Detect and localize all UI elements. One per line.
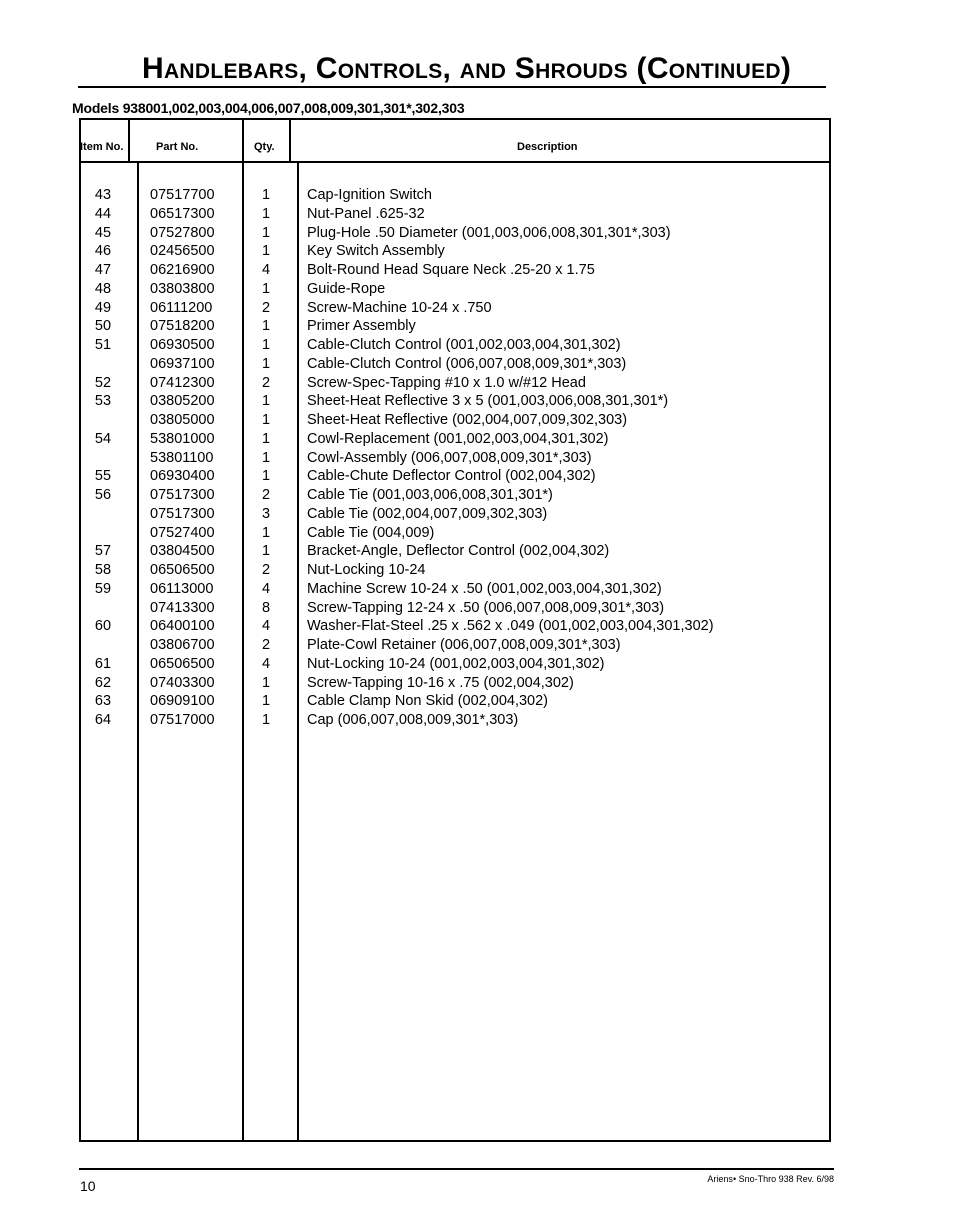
item-number: 48 — [94, 280, 112, 297]
quantity: 1 — [261, 674, 271, 691]
item-number: 47 — [94, 262, 112, 278]
item-number: 43 — [94, 187, 112, 203]
description: Washer-Flat-Steel .25 x .562 x .049 (001,002,003,004,301,302) — [307, 618, 714, 635]
item-number: 56 — [94, 487, 112, 503]
part-number: 06506500 — [150, 562, 215, 578]
part-number: 07517300 — [150, 487, 215, 503]
quantity: 3 — [261, 505, 271, 522]
quantity: 2 — [261, 299, 271, 316]
item-number: 58 — [94, 562, 112, 578]
quantity: 2 — [261, 487, 271, 503]
part-number: 07518200 — [150, 318, 215, 335]
quantity: 1 — [261, 187, 271, 203]
item-number: 49 — [94, 299, 112, 316]
item-number: 64 — [94, 712, 112, 728]
quantity: 1 — [261, 280, 271, 297]
description: Cable Tie (002,004,007,009,302,303) — [307, 505, 548, 522]
quantity: 1 — [261, 224, 271, 241]
quantity: 2 — [261, 374, 271, 391]
description: Screw-Machine 10-24 x .750 — [307, 299, 492, 316]
table-row — [0, 317, 954, 336]
quantity: 4 — [261, 262, 271, 278]
description: Cable Tie (004,009) — [307, 524, 435, 541]
title-rule — [78, 86, 826, 88]
description: Cable-Clutch Control (001,002,003,004,301,302) — [307, 337, 621, 353]
item-number: 61 — [94, 655, 112, 672]
description: Plate-Cowl Retainer (006,007,008,009,301*,303) — [307, 637, 621, 653]
part-number: 06909100 — [150, 693, 215, 710]
quantity: 1 — [261, 449, 271, 466]
footer-doc-info — [707, 1174, 834, 1184]
part-number: 07403300 — [150, 674, 215, 691]
part-number: 03805000 — [150, 412, 215, 428]
quantity: 1 — [261, 205, 271, 222]
description: Plug-Hole .50 Diameter (001,003,006,008,301,301*,303) — [307, 224, 671, 241]
page-title: Handlebars, Controls, and Shrouds (Continued) — [142, 52, 792, 85]
quantity: 8 — [261, 599, 271, 616]
part-number: 06930400 — [150, 468, 215, 485]
part-number: 06216900 — [150, 262, 215, 278]
quantity: 2 — [261, 562, 271, 578]
item-number: 44 — [94, 205, 112, 222]
part-number: 06937100 — [150, 355, 215, 372]
table-row — [0, 242, 954, 261]
page-number: 10 — [80, 1178, 96, 1194]
item-number: 52 — [94, 374, 112, 391]
quantity: 1 — [261, 243, 271, 260]
part-number: 02456500 — [150, 243, 215, 260]
description: Bolt-Round Head Square Neck .25-20 x 1.75 — [307, 262, 595, 278]
description: Nut-Panel .625-32 — [307, 205, 425, 222]
table-row — [0, 617, 954, 636]
part-number: 06506500 — [150, 655, 215, 672]
table-row — [0, 599, 954, 618]
description: Cap (006,007,008,009,301*,303) — [307, 712, 519, 728]
description: Screw-Tapping 12-24 x .50 (006,007,008,009,301*,303) — [307, 599, 665, 616]
models-line: Models 938001,002,003,004,006,007,008,009,301,301*,302,303 — [72, 100, 465, 116]
quantity: 1 — [261, 543, 271, 560]
part-number: 07517700 — [150, 187, 215, 203]
header-part-no: Part No. — [156, 141, 199, 153]
header-qty: Qty. — [254, 141, 275, 153]
doc-info: Sno-Thro 938 Rev. 6/98 — [738, 1174, 834, 1184]
table-row — [0, 674, 954, 693]
quantity: 1 — [261, 693, 271, 710]
table-row — [0, 430, 954, 449]
description: Screw-Spec-Tapping #10 x 1.0 w/#12 Head — [307, 374, 586, 391]
quantity: 1 — [261, 712, 271, 728]
item-number: 45 — [94, 224, 112, 241]
part-number: 03805200 — [150, 393, 215, 410]
table-row — [0, 486, 954, 505]
table-row — [0, 636, 954, 655]
part-number: 07527800 — [150, 224, 215, 241]
table-row — [0, 205, 954, 224]
description: Cable Tie (001,003,006,008,301,301*) — [307, 487, 553, 503]
item-number: 53 — [94, 393, 112, 410]
quantity: 1 — [261, 393, 271, 410]
quantity: 4 — [261, 655, 271, 672]
description: Cap-Ignition Switch — [307, 187, 432, 203]
item-number: 63 — [94, 693, 112, 710]
part-number: 53801000 — [150, 430, 215, 447]
part-number: 06517300 — [150, 205, 215, 222]
description: Cowl-Replacement (001,002,003,004,301,302) — [307, 430, 609, 447]
table-row — [0, 449, 954, 468]
part-number: 07527400 — [150, 524, 215, 541]
item-number: 59 — [94, 580, 112, 597]
description: Key Switch Assembly — [307, 243, 445, 260]
description: Nut-Locking 10-24 — [307, 562, 426, 578]
table-row — [0, 280, 954, 299]
quantity: 4 — [261, 580, 271, 597]
table-body — [0, 186, 954, 730]
quantity: 1 — [261, 337, 271, 353]
item-number: 60 — [94, 618, 112, 635]
part-number: 06930500 — [150, 337, 215, 353]
part-number: 03806700 — [150, 637, 215, 653]
item-number: 46 — [94, 243, 112, 260]
part-number: 06111200 — [150, 299, 213, 316]
brand-name: Ariens — [707, 1174, 733, 1184]
quantity: 1 — [261, 430, 271, 447]
item-number: 50 — [94, 318, 112, 335]
table-row — [0, 392, 954, 411]
part-number: 06113000 — [150, 580, 214, 597]
table-row — [0, 505, 954, 524]
part-number: 53801100 — [150, 449, 214, 466]
column-divider-item — [128, 118, 130, 163]
description: Cable-Clutch Control (006,007,008,009,301*,303) — [307, 355, 627, 372]
table-row — [0, 261, 954, 280]
part-number: 06400100 — [150, 618, 215, 635]
table-row — [0, 186, 954, 205]
description: Sheet-Heat Reflective 3 x 5 (001,003,006,008,301,301*) — [307, 393, 669, 410]
table-row — [0, 374, 954, 393]
quantity: 1 — [261, 318, 271, 335]
table-row — [0, 355, 954, 374]
quantity: 1 — [261, 412, 271, 428]
description: Bracket-Angle, Deflector Control (002,004,302) — [307, 543, 610, 560]
description: Sheet-Heat Reflective (002,004,007,009,302,303) — [307, 412, 628, 428]
description: Nut-Locking 10-24 (001,002,003,004,301,302) — [307, 655, 605, 672]
item-number: 54 — [94, 430, 112, 447]
header-description: Description — [517, 141, 578, 153]
brand-mark: • — [732, 1174, 737, 1184]
footer-rule — [79, 1168, 834, 1170]
description: Screw-Tapping 10-16 x .75 (002,004,302) — [307, 674, 574, 691]
part-number: 03803800 — [150, 280, 215, 297]
table-row — [0, 299, 954, 318]
quantity: 4 — [261, 618, 271, 635]
part-number: 07517300 — [150, 505, 215, 522]
item-number: 62 — [94, 674, 112, 691]
item-number: 51 — [94, 337, 112, 353]
description: Cable-Chute Deflector Control (002,004,302) — [307, 468, 596, 485]
description: Primer Assembly — [307, 318, 416, 335]
quantity: 1 — [261, 524, 271, 541]
header-item-no: Item No. — [80, 141, 124, 153]
description: Cable Clamp Non Skid (002,004,302) — [307, 693, 548, 710]
part-number: 03804500 — [150, 543, 215, 560]
item-number: 55 — [94, 468, 112, 485]
description: Guide-Rope — [307, 280, 386, 297]
quantity: 2 — [261, 637, 271, 653]
table-row — [0, 580, 954, 599]
part-number: 07413300 — [150, 599, 215, 616]
table-row — [0, 524, 954, 543]
column-divider-qty — [289, 118, 291, 163]
table-row — [0, 224, 954, 243]
table-row — [0, 655, 954, 674]
description: Machine Screw 10-24 x .50 (001,002,003,004,301,302) — [307, 580, 662, 597]
table-row — [0, 411, 954, 430]
quantity: 1 — [261, 468, 271, 485]
part-number: 07412300 — [150, 374, 215, 391]
table-row — [0, 336, 954, 355]
item-number: 57 — [94, 543, 112, 560]
quantity: 1 — [261, 355, 271, 372]
part-number: 07517000 — [150, 712, 215, 728]
table-row — [0, 467, 954, 486]
description: Cowl-Assembly (006,007,008,009,301*,303) — [307, 449, 592, 466]
table-row — [0, 561, 954, 580]
table-row — [0, 711, 954, 730]
table-row — [0, 542, 954, 561]
table-row — [0, 692, 954, 711]
